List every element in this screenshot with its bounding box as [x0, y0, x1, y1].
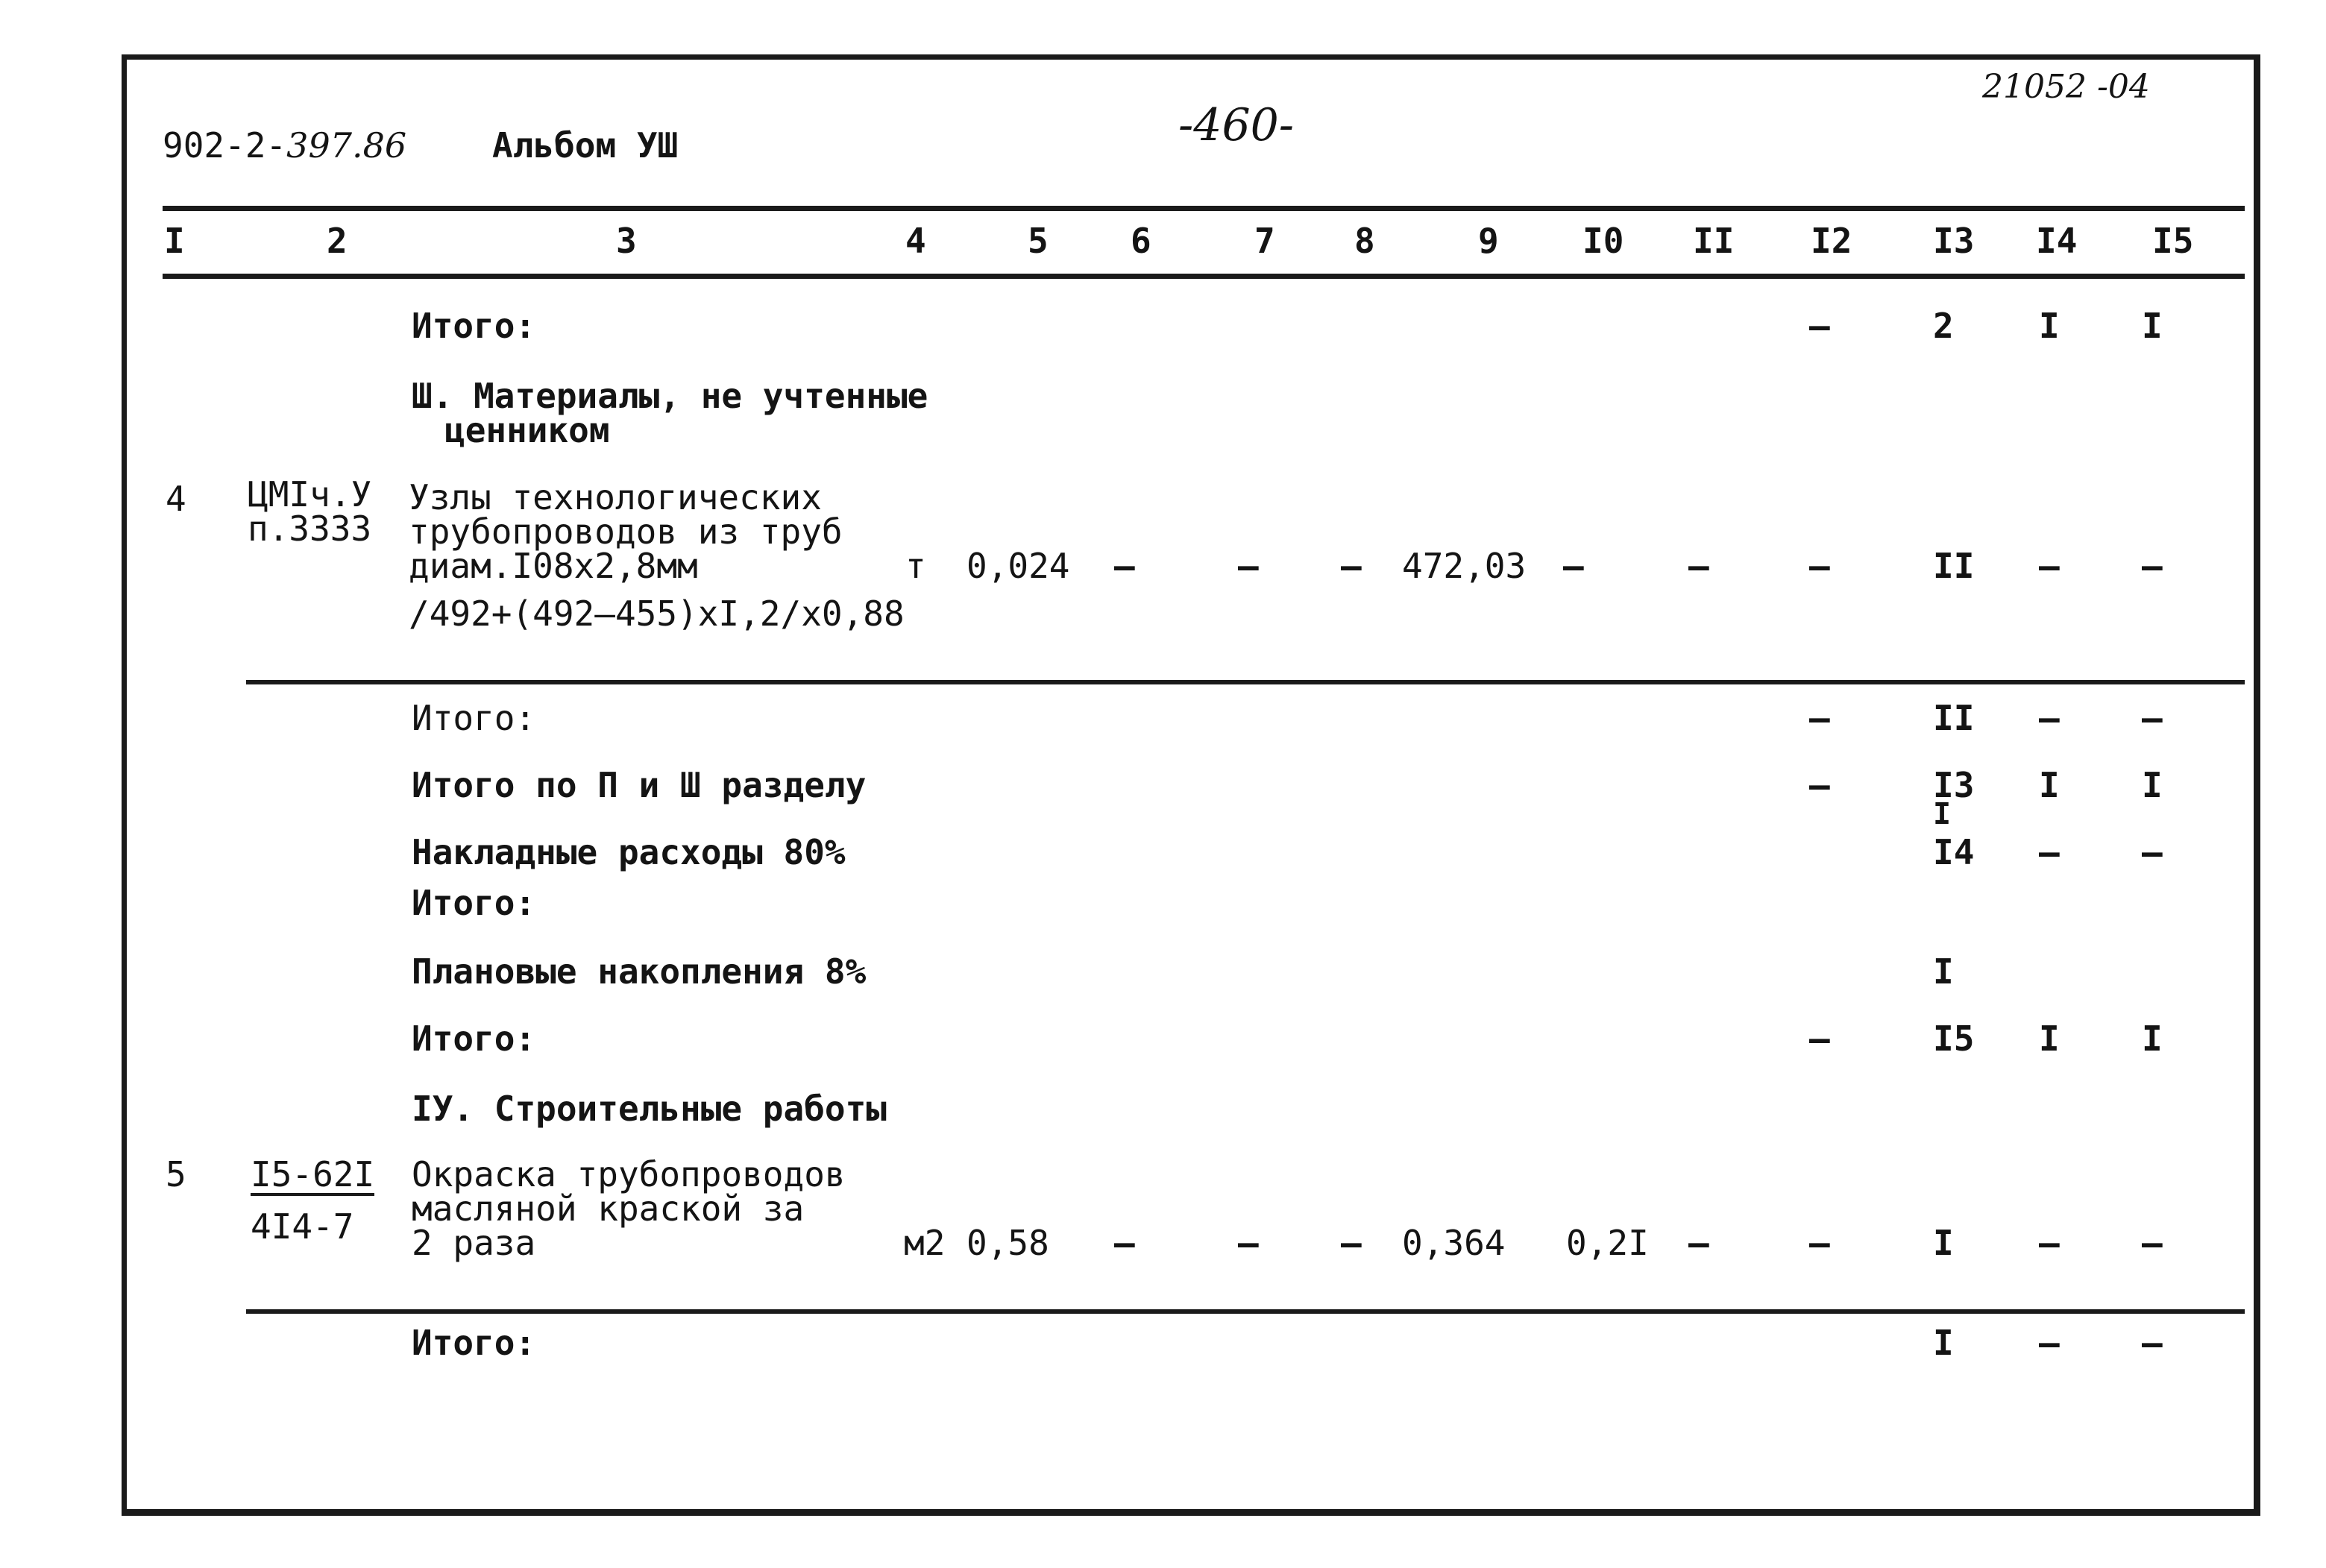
cell-col14: – [2039, 698, 2060, 738]
row-divider-2 [246, 1309, 2245, 1314]
cell-col7: – [1238, 546, 1259, 586]
col-header-1: I [164, 221, 185, 261]
item-number: 4 [166, 479, 186, 519]
col-header-10: I0 [1582, 221, 1624, 261]
col-header-6: 6 [1131, 221, 1151, 261]
cell-col15: I [2142, 1018, 2163, 1059]
cell-col9: 0,364 [1402, 1223, 1506, 1263]
cell-col13: II [1933, 546, 1975, 586]
cell-col4: м2 [904, 1223, 946, 1263]
cell-col14: – [2039, 1223, 2060, 1263]
item-desc-line2: масляной краской за [412, 1188, 805, 1229]
col-header-11: II [1693, 221, 1735, 261]
col-header-15: I5 [2152, 221, 2194, 261]
row-label: Накладные расходы 80% [412, 832, 846, 872]
cell-col14: – [2039, 832, 2060, 872]
cell-col12: – [1809, 306, 1830, 346]
doc-code-prefix: 902-2- [163, 125, 287, 166]
row-label-subtotal-3: Итого: [412, 883, 536, 923]
cell-col15: – [2142, 832, 2163, 872]
header-top-rule [163, 206, 2245, 211]
item-desc-line1: Окраска трубопроводов [412, 1154, 846, 1194]
header-bottom-rule [163, 274, 2245, 279]
cell-col13: 2 [1933, 306, 1954, 346]
item-code-line2: 4I4-7 [251, 1206, 354, 1247]
section-heading-construction: IУ. Строительные работы [412, 1089, 887, 1129]
cell-col15: – [2142, 546, 2163, 586]
cell-col12: – [1809, 546, 1830, 586]
cell-col14: I [2039, 306, 2060, 346]
cell-col9: 472,03 [1402, 546, 1527, 586]
cell-col13: I [1933, 1223, 1954, 1263]
item-formula: /492+(492–455)хI,2/х0,88 [409, 593, 905, 634]
cell-col10: 0,2I [1566, 1223, 1649, 1263]
col-header-13: I3 [1933, 221, 1975, 261]
col-header-8: 8 [1354, 221, 1375, 261]
cell-col8: – [1341, 546, 1362, 586]
cell-col13: I4 [1933, 832, 1975, 872]
cell-col5: 0,024 [966, 546, 1070, 586]
item-desc-line2: трубопроводов из труб [409, 511, 843, 552]
row-divider-1 [246, 680, 2245, 684]
cell-col11: – [1688, 1223, 1709, 1263]
cell-col4: т [905, 546, 926, 586]
cell-col14: I [2039, 1018, 2060, 1059]
cell-col6: – [1114, 546, 1135, 586]
cell-col15: I [2142, 306, 2163, 346]
cell-col13-upper: I [1933, 797, 1952, 831]
col-header-3: 3 [616, 221, 637, 261]
col-header-9: 9 [1478, 221, 1499, 261]
item-code-line2: п.3333 [248, 509, 372, 549]
cell-col13: I3 [1933, 765, 1975, 805]
row-label: Итого: [412, 306, 536, 346]
col-header-5: 5 [1028, 221, 1049, 261]
cell-col14: – [2039, 546, 2060, 586]
cell-col14: – [2039, 1323, 2060, 1363]
cell-col14: I [2039, 765, 2060, 805]
row-label: Итого: [412, 1018, 536, 1059]
col-header-7: 7 [1254, 221, 1275, 261]
item-desc-line3: диам.I08х2,8мм [409, 546, 698, 586]
cell-col13: II [1933, 698, 1975, 738]
row-label: Плановые накопления 8% [412, 951, 867, 992]
cell-col8: – [1341, 1223, 1362, 1263]
cell-col10: – [1563, 546, 1584, 586]
row-label: Итого: [412, 1323, 536, 1363]
cell-col13: I [1933, 951, 1954, 992]
cell-col13: I [1933, 1323, 1954, 1363]
cell-col12: – [1809, 1018, 1830, 1059]
cell-col15: – [2142, 698, 2163, 738]
item-code-line1: I5-62I [251, 1154, 375, 1194]
doc-code [163, 125, 407, 166]
row-label: Итого: [412, 698, 536, 738]
album-label: Альбом УШ [492, 125, 679, 166]
cell-col15: – [2142, 1323, 2163, 1363]
section-title-line2: ценником [444, 410, 610, 450]
item-desc-line1: Узлы технологических [409, 477, 822, 517]
cell-col12: – [1809, 698, 1830, 738]
cell-col15: I [2142, 765, 2163, 805]
row-label: Итого по П и Ш разделу [412, 765, 867, 805]
document-number: 21052 -04 [1982, 68, 2150, 106]
page-number: -460- [1178, 99, 1295, 151]
doc-code-handwritten: 397.86 [286, 125, 407, 166]
col-header-4: 4 [905, 221, 926, 261]
item-code-line1: ЦМIч.У [248, 474, 372, 514]
item-number: 5 [166, 1154, 186, 1194]
cell-col6: – [1114, 1223, 1135, 1263]
cell-col12: – [1809, 765, 1830, 805]
col-header-14: I4 [2036, 221, 2078, 261]
cell-col13: I5 [1933, 1018, 1975, 1059]
col-header-12: I2 [1811, 221, 1852, 261]
item-desc-line3: 2 раза [412, 1223, 536, 1263]
cell-col5: 0,58 [966, 1223, 1049, 1263]
cell-col7: – [1238, 1223, 1259, 1263]
col-header-2: 2 [327, 221, 348, 261]
cell-col11: – [1688, 546, 1709, 586]
cell-col12: – [1809, 1223, 1830, 1263]
cell-col15: – [2142, 1223, 2163, 1263]
section-title-line1: Ш. Материалы, не учтенные [412, 376, 928, 416]
